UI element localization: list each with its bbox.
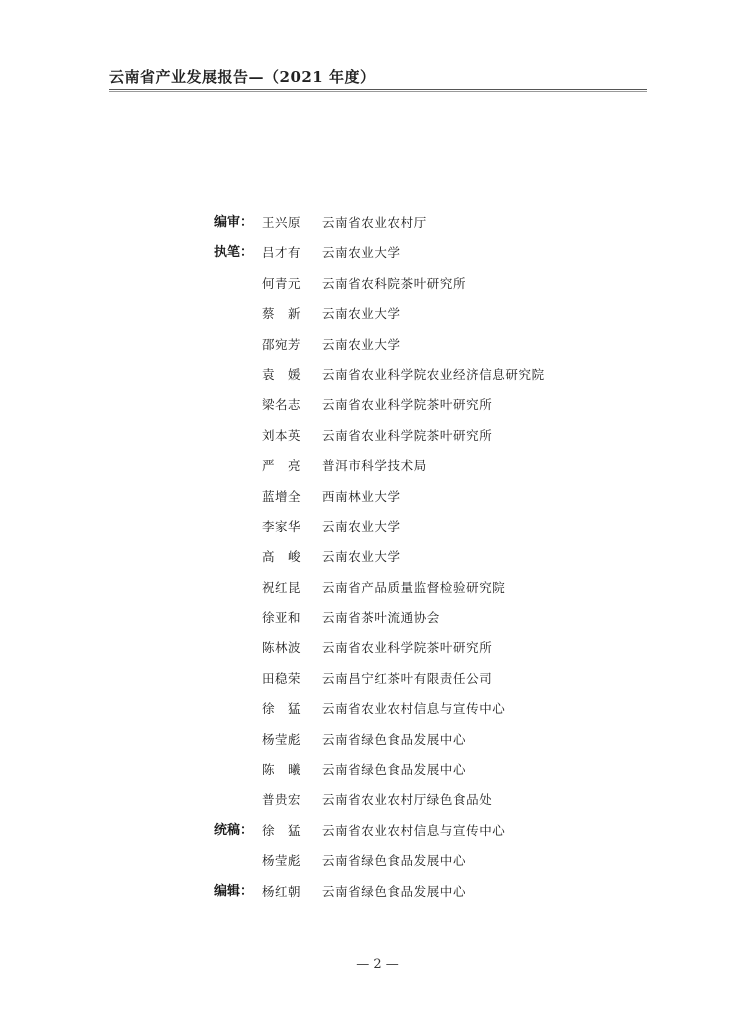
credit-row xyxy=(0,883,755,913)
credit-person: 徐 猛 xyxy=(262,822,302,838)
credit-row xyxy=(0,548,755,578)
credit-role: 编审： xyxy=(214,215,254,230)
credit-organization: 云南农业大学 xyxy=(322,245,401,261)
credit-row xyxy=(0,731,755,761)
credit-row xyxy=(0,305,755,335)
credit-row xyxy=(0,244,755,274)
credit-person: 杨莹彪 xyxy=(262,731,302,747)
credit-row xyxy=(0,791,755,821)
credit-person: 王兴原 xyxy=(262,215,302,230)
credits-list xyxy=(0,214,755,913)
credit-organization: 云南省绿色食品发展中心 xyxy=(322,883,467,899)
credit-role: 编辑： xyxy=(214,883,254,899)
credit-organization: 云南省绿色食品发展中心 xyxy=(322,731,467,747)
credit-organization: 云南省绿色食品发展中心 xyxy=(322,853,467,869)
credit-person: 何青元 xyxy=(262,275,302,291)
credit-person: 严 亮 xyxy=(262,458,302,474)
credit-row xyxy=(0,761,755,791)
credit-row xyxy=(0,822,755,852)
credit-organization: 云南省农业科学院茶叶研究所 xyxy=(322,397,493,413)
credit-organization: 云南省农业科学院茶叶研究所 xyxy=(322,640,493,656)
credit-person: 刘本英 xyxy=(262,427,302,443)
credit-person: 吕才有 xyxy=(262,245,302,261)
credit-row xyxy=(0,518,755,548)
credit-person: 徐亚和 xyxy=(262,610,302,626)
credit-row xyxy=(0,639,755,669)
credit-role: 执笔： xyxy=(214,245,254,261)
credit-organization: 云南省产品质量监督检验研究院 xyxy=(322,579,506,595)
credit-person: 普贵宏 xyxy=(262,792,302,808)
credit-person: 祝红昆 xyxy=(262,579,302,595)
credit-organization: 云南省农业农村厅 xyxy=(322,215,427,230)
credit-organization: 云南省农科院茶叶研究所 xyxy=(322,275,467,291)
credit-row xyxy=(0,609,755,639)
credit-role: 统稿： xyxy=(214,822,254,838)
credit-person: 蔡 新 xyxy=(262,306,302,322)
credit-organization: 云南农业大学 xyxy=(322,306,401,322)
credit-organization: 西南林业大学 xyxy=(322,488,401,504)
credit-row xyxy=(0,275,755,305)
credit-row xyxy=(0,396,755,426)
credit-row xyxy=(0,852,755,882)
header-rule xyxy=(109,89,647,90)
credit-row xyxy=(0,336,755,366)
credit-person: 邵宛芳 xyxy=(262,336,302,352)
credit-row xyxy=(0,366,755,396)
credit-person: 徐 猛 xyxy=(262,701,302,717)
credit-row xyxy=(0,457,755,487)
credit-organization: 云南农业大学 xyxy=(322,336,401,352)
credit-row xyxy=(0,670,755,700)
credit-person: 梁名志 xyxy=(262,397,302,413)
header-rule-thin xyxy=(109,91,647,92)
credit-person: 袁 媛 xyxy=(262,366,302,382)
credit-person: 田稳荣 xyxy=(262,670,302,686)
credit-organization: 云南省农业农村厅绿色食品处 xyxy=(322,792,493,808)
running-header: 云南省产业发展报告—（2021 年度） xyxy=(109,68,376,86)
credit-organization: 云南昌宁红茶叶有限责任公司 xyxy=(322,670,493,686)
credit-person: 杨莹彪 xyxy=(262,853,302,869)
credit-person: 杨红朝 xyxy=(262,883,302,899)
credit-person: 陈 曦 xyxy=(262,762,302,778)
credit-row xyxy=(0,579,755,609)
credit-person: 陈林波 xyxy=(262,640,302,656)
credit-row xyxy=(0,488,755,518)
credit-organization: 云南省农业农村信息与宣传中心 xyxy=(322,701,506,717)
credit-person: 蓝增全 xyxy=(262,488,302,504)
credit-organization: 云南农业大学 xyxy=(322,549,401,565)
page-number: — 2 — xyxy=(356,957,399,972)
credit-person: 高 峻 xyxy=(262,549,302,565)
credit-person: 李家华 xyxy=(262,518,302,534)
credit-row xyxy=(0,214,755,244)
credit-row xyxy=(0,700,755,730)
credit-organization: 云南省农业农村信息与宣传中心 xyxy=(322,822,506,838)
credit-organization: 普洱市科学技术局 xyxy=(322,458,427,474)
credit-organization: 云南省农业科学院农业经济信息研究院 xyxy=(322,366,545,382)
credit-organization: 云南农业大学 xyxy=(322,518,401,534)
credit-organization: 云南省茶叶流通协会 xyxy=(322,610,440,626)
credit-row xyxy=(0,427,755,457)
credit-organization: 云南省绿色食品发展中心 xyxy=(322,762,467,778)
credit-organization: 云南省农业科学院茶叶研究所 xyxy=(322,427,493,443)
